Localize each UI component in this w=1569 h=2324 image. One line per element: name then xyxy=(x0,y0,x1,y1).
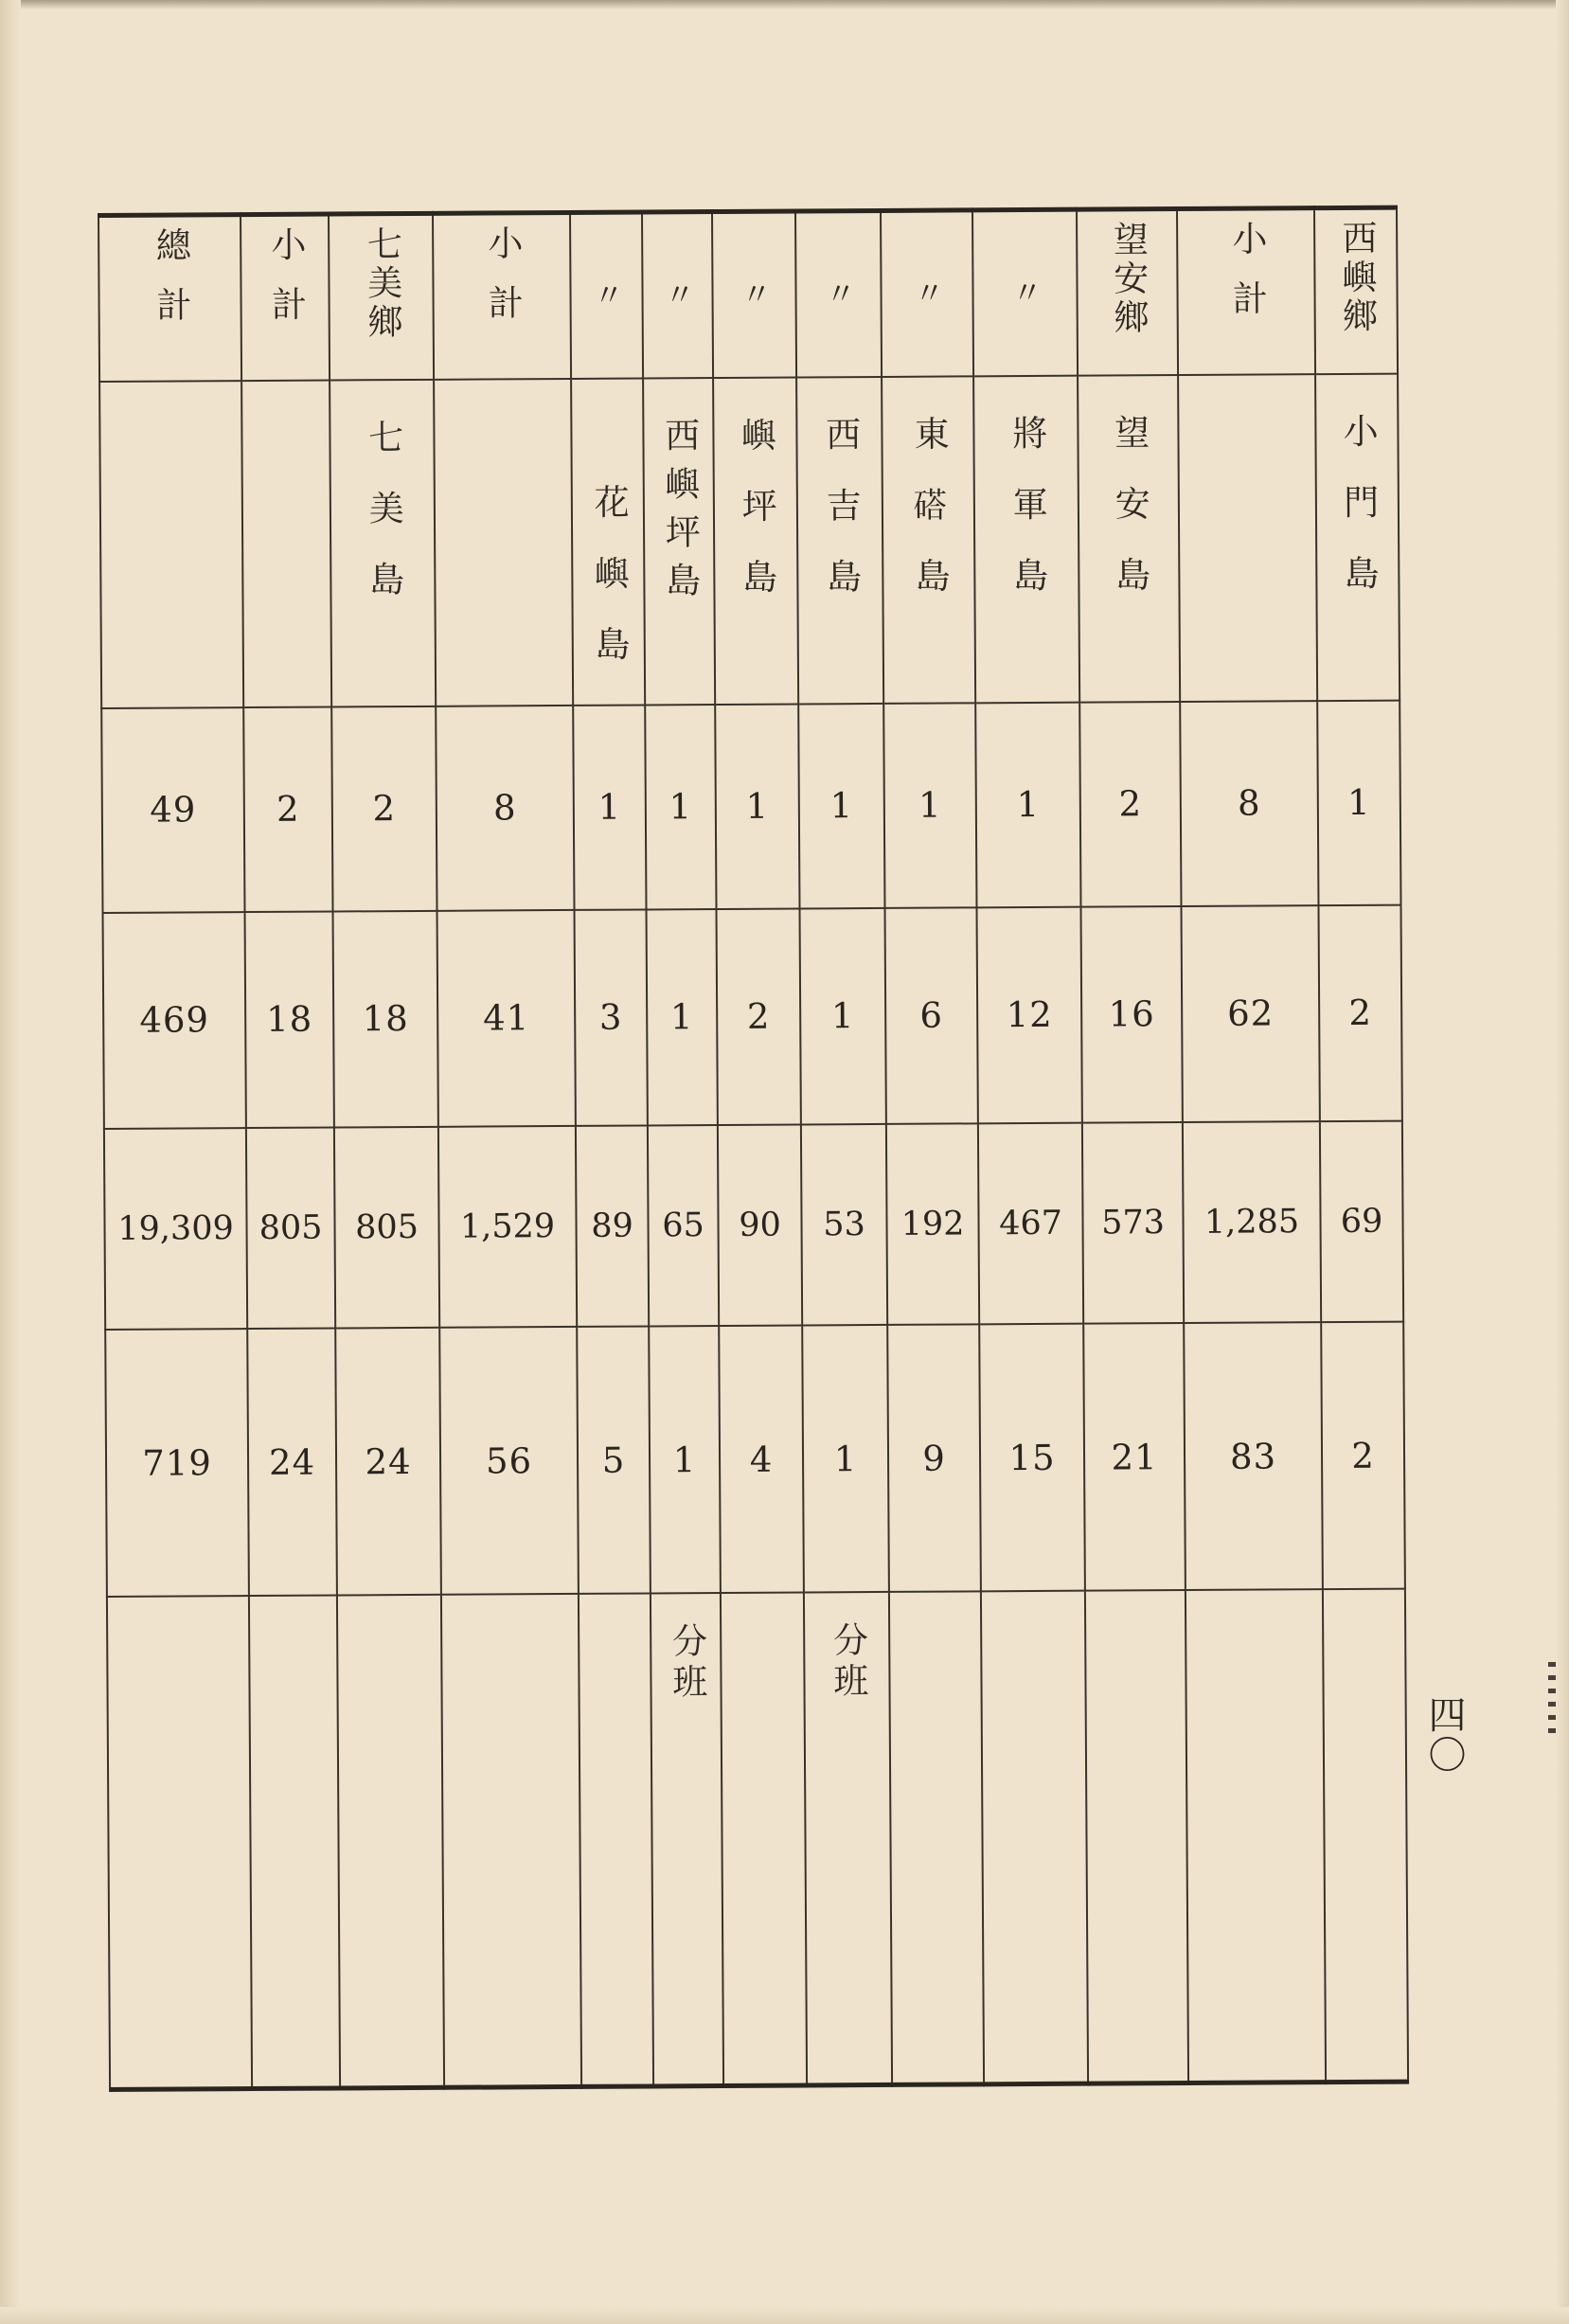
count-value: 1 xyxy=(829,785,854,827)
count-value: 53 xyxy=(823,1206,865,1244)
count-value: 2 xyxy=(1118,783,1143,825)
count-value: 2 xyxy=(276,789,300,831)
header-cell xyxy=(241,214,330,381)
ditto-mark: 〃 xyxy=(588,278,626,313)
count-cell xyxy=(976,907,1081,1124)
count-value: 1 xyxy=(669,996,694,1038)
count-value: 2 xyxy=(1348,992,1373,1034)
count-cell xyxy=(645,705,716,910)
count-cell xyxy=(649,1326,721,1594)
island-cell xyxy=(1178,374,1317,702)
count-value: 8 xyxy=(492,787,517,829)
header-cell xyxy=(881,210,973,377)
count-value: 467 xyxy=(999,1204,1063,1243)
count-cell xyxy=(1321,1322,1405,1590)
count-value: 3 xyxy=(598,997,623,1039)
count-cell xyxy=(647,909,718,1126)
count-cell xyxy=(719,1326,804,1594)
count-value: 1 xyxy=(672,1439,697,1480)
page-top-edge xyxy=(0,0,1569,9)
page-left-edge xyxy=(0,0,21,2324)
count-value: 1 xyxy=(597,786,622,829)
island-cell xyxy=(330,379,436,706)
count-value: 1 xyxy=(1346,782,1371,824)
count-cell xyxy=(246,1127,335,1329)
count-cell xyxy=(101,707,244,913)
count-value: 24 xyxy=(365,1440,412,1482)
count-value: 5 xyxy=(601,1439,626,1481)
island-cell xyxy=(973,375,1079,703)
header-cell xyxy=(98,215,241,382)
count-cell xyxy=(247,1329,337,1597)
island-cell xyxy=(643,378,715,706)
remark-text: 分班 xyxy=(666,1622,707,1705)
count-cell xyxy=(333,911,438,1128)
count-cell xyxy=(576,1125,649,1327)
island-name: 嶼坪島 xyxy=(735,416,777,630)
count-cell xyxy=(243,706,332,912)
count-value: 719 xyxy=(142,1441,213,1484)
count-row xyxy=(105,1322,1405,1598)
ditto-mark: 〃 xyxy=(659,278,697,313)
count-cell xyxy=(1180,701,1318,906)
count-cell xyxy=(799,908,885,1125)
count-row xyxy=(101,700,1400,912)
count-cell xyxy=(978,1123,1083,1325)
island-cell xyxy=(1315,373,1400,701)
remark-cell xyxy=(441,1594,581,2087)
count-cell xyxy=(103,912,246,1129)
island-cell xyxy=(882,376,975,704)
statistics-table-container xyxy=(98,206,1407,2092)
count-value: 2 xyxy=(746,996,771,1038)
count-cell xyxy=(886,1123,979,1325)
count-value: 83 xyxy=(1229,1436,1277,1477)
count-cell xyxy=(573,705,646,910)
count-value: 1 xyxy=(918,784,942,827)
header-cell xyxy=(1314,207,1398,374)
header-label: 小計 xyxy=(264,225,307,346)
count-row xyxy=(103,904,1402,1128)
count-value: 16 xyxy=(1108,993,1155,1035)
count-cell xyxy=(884,907,977,1124)
count-value: 56 xyxy=(485,1439,533,1482)
count-value: 192 xyxy=(900,1205,965,1243)
count-cell xyxy=(577,1327,651,1595)
count-cell xyxy=(436,706,574,911)
island-name: 將軍島 xyxy=(1006,414,1048,628)
count-value: 18 xyxy=(362,998,409,1040)
count-value: 15 xyxy=(1008,1437,1056,1478)
count-value: 573 xyxy=(1101,1204,1166,1242)
island-name: 七美島 xyxy=(362,418,404,632)
header-cell xyxy=(1077,209,1178,376)
count-cell xyxy=(648,1125,719,1327)
count-cell xyxy=(439,1327,579,1595)
count-cell xyxy=(887,1324,981,1592)
count-value: 41 xyxy=(483,997,530,1039)
header-label: 總計 xyxy=(150,226,192,347)
island-cell xyxy=(99,381,243,708)
header-cell xyxy=(433,212,571,379)
count-value: 62 xyxy=(1227,992,1275,1035)
island-cell xyxy=(241,380,331,707)
count-cell xyxy=(575,909,648,1126)
count-value: 12 xyxy=(1006,994,1053,1036)
count-value: 89 xyxy=(591,1207,633,1245)
count-cell xyxy=(331,706,437,912)
page-right-edge xyxy=(1556,0,1569,2324)
count-cell xyxy=(334,1127,439,1329)
count-cell xyxy=(335,1328,441,1596)
count-value: 805 xyxy=(259,1208,323,1247)
header-label: 小計 xyxy=(481,224,524,345)
remark-cell xyxy=(249,1596,340,2089)
ditto-mark: 〃 xyxy=(1007,276,1044,312)
header-cell xyxy=(795,210,882,377)
remarks-row xyxy=(107,1589,1408,2090)
count-value: 1,285 xyxy=(1203,1203,1300,1242)
island-cell xyxy=(796,377,883,705)
count-cell xyxy=(979,1324,1085,1592)
count-value: 1,529 xyxy=(459,1207,556,1246)
ditto-mark: 〃 xyxy=(736,277,774,313)
count-row xyxy=(104,1121,1403,1330)
header-cell xyxy=(1177,208,1315,375)
count-value: 65 xyxy=(662,1207,704,1245)
count-value: 21 xyxy=(1111,1436,1158,1478)
count-value: 49 xyxy=(150,789,197,831)
header-cell xyxy=(972,209,1078,376)
count-cell xyxy=(104,1128,247,1330)
island-name: 花嶼島 xyxy=(588,483,631,697)
island-cell xyxy=(571,378,645,706)
remark-cell xyxy=(337,1595,444,2088)
count-value: 9 xyxy=(922,1438,946,1479)
count-cell xyxy=(883,703,976,908)
count-cell xyxy=(245,911,334,1128)
count-value: 1 xyxy=(669,786,693,828)
count-value: 6 xyxy=(919,994,944,1037)
island-cell xyxy=(434,379,573,706)
count-value: 69 xyxy=(1340,1202,1383,1242)
remark-cell xyxy=(804,1592,892,2085)
ditto-mark: 〃 xyxy=(820,277,858,313)
count-cell xyxy=(802,1325,889,1593)
island-name: 西嶼坪島 xyxy=(658,416,701,610)
count-cell xyxy=(1318,904,1401,1121)
header-label: 西嶼鄉 xyxy=(1335,219,1378,337)
island-name: 西吉島 xyxy=(819,415,862,629)
count-cell xyxy=(438,1126,577,1328)
count-cell xyxy=(1083,1323,1186,1591)
remark-cell xyxy=(1323,1589,1408,2083)
count-cell xyxy=(105,1329,249,1597)
count-value: 1 xyxy=(745,785,770,828)
count-cell xyxy=(717,908,801,1125)
remark-cell xyxy=(579,1594,653,2087)
remark-cell xyxy=(107,1596,252,2089)
count-cell xyxy=(1317,700,1400,905)
count-cell xyxy=(715,704,799,909)
count-value: 1 xyxy=(1016,784,1041,826)
count-cell xyxy=(1184,1322,1323,1590)
page-number: 四〇 xyxy=(1422,1695,1466,1775)
header-cell xyxy=(329,213,434,380)
count-cell xyxy=(1080,906,1182,1123)
header-cell xyxy=(712,211,796,378)
island-name: 東𥔽島 xyxy=(908,415,951,629)
header-label: 望安鄉 xyxy=(1107,221,1150,338)
count-cell xyxy=(1181,905,1319,1122)
header-label: 小計 xyxy=(1225,220,1268,340)
count-value: 2 xyxy=(1351,1435,1375,1476)
remark-cell xyxy=(1186,1589,1326,2083)
header-label: 七美鄉 xyxy=(361,225,403,343)
count-value: 18 xyxy=(266,999,313,1041)
page-bottom-edge xyxy=(0,2307,1569,2324)
count-cell xyxy=(437,910,576,1127)
count-value: 469 xyxy=(139,999,210,1042)
island-name: 小門島 xyxy=(1337,412,1380,626)
count-value: 90 xyxy=(739,1206,781,1244)
count-cell xyxy=(1082,1122,1184,1324)
remark-cell xyxy=(889,1592,984,2085)
count-cell xyxy=(801,1124,887,1326)
remark-cell xyxy=(1085,1590,1188,2083)
header-cell xyxy=(642,212,713,379)
island-name-row xyxy=(99,373,1400,708)
adjacent-page-edge-mark xyxy=(1548,1662,1556,1738)
remark-cell xyxy=(981,1591,1088,2084)
island-statistics-table xyxy=(98,206,1409,2092)
header-cell xyxy=(570,212,643,379)
count-cell xyxy=(1320,1121,1403,1323)
count-value: 24 xyxy=(268,1441,316,1483)
island-name: 望安島 xyxy=(1108,413,1150,628)
count-cell xyxy=(718,1124,802,1326)
count-value: 2 xyxy=(372,788,397,830)
count-cell xyxy=(1079,702,1181,907)
header-row xyxy=(98,207,1398,381)
remark-cell xyxy=(651,1593,723,2086)
count-value: 1 xyxy=(830,995,855,1037)
island-cell xyxy=(713,377,798,705)
count-value: 8 xyxy=(1237,782,1261,824)
count-cell xyxy=(975,702,1080,907)
count-value: 1 xyxy=(833,1438,858,1479)
count-value: 19,309 xyxy=(117,1209,234,1248)
island-cell xyxy=(1078,375,1180,703)
count-cell xyxy=(798,704,884,909)
ditto-mark: 〃 xyxy=(909,277,946,312)
remark-cell xyxy=(721,1593,807,2086)
count-value: 805 xyxy=(355,1207,419,1247)
remark-text: 分班 xyxy=(827,1621,868,1704)
count-cell xyxy=(1183,1121,1321,1323)
count-value: 4 xyxy=(749,1439,774,1480)
